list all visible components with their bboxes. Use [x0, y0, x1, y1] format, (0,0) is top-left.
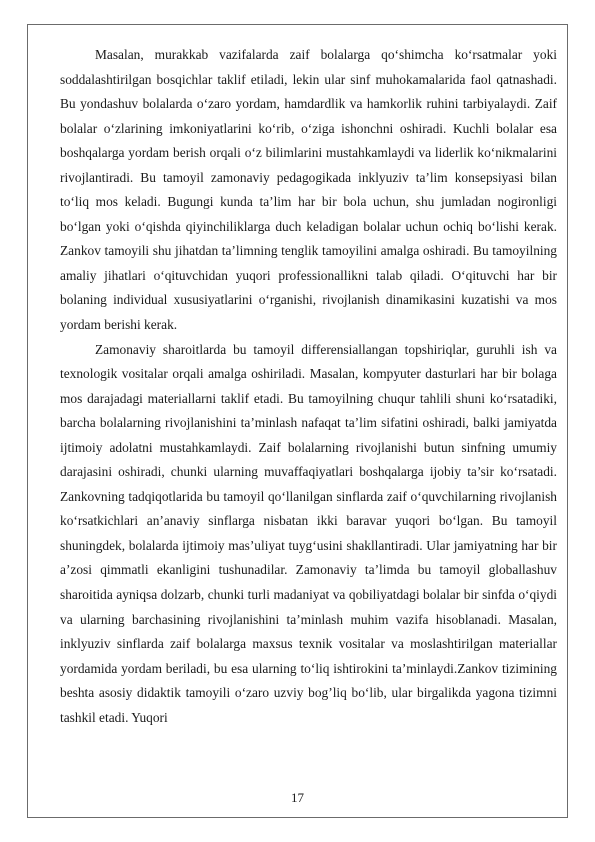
paragraph: Masalan, murakkab vazifalarda zaif bolalarga qo‘shimcha ko‘rsatmalar yoki soddalashtirilgan bosqichlar taklif etiladi, lekin ular sinf muhokamalarida faol qatnashadi. Bu yondashuv bolalarda o‘zaro yordam, hamdardlik va hamkorlik ruhini tarbiyalaydi. Zaif bolalar o‘zlarining imkoniyatlarini ko‘rib, o‘ziga ishonchni oshiradi. Kuchli bolalar esa boshqalarga yordam berish orqali o‘z bilimlarini mustahkamlaydi va liderlik ko‘nikmalarini rivojlantiradi. Bu tamoyil zamonaviy pedagogikada inklyuziv ta’lim konsepsiyasi bilan to‘liq mos keladi. Bugungi kunda ta’lim har bir bola uchun, shu jumladan nogironligi bo‘lgan yoki o‘qishda qiyinchiliklarga duch keladigan bolalar uchun ochiq bo‘lishi kerak. Zankov tamoyili shu jihatdan ta’limning tenglik tamoyilini amalga oshiradi. Bu tamoyilning amaliy jihatlari o‘qituvchidan yuqori professionallikni talab qiladi. O‘qituvchi har bir bolaning individual xususiyatlarini o‘rganishi, rivojlanish dinamikasini kuzatishi va mos yordam berishi kerak.: [60, 47, 557, 333]
body-text: [60, 43, 557, 730]
page-number: 17: [291, 790, 304, 805]
paragraph: Zamonaviy sharoitlarda bu tamoyil differensiallangan topshiriqlar, guruhli ish va texnologik vositalar orqali amalga oshiriladi. Masalan, kompyuter dasturlari har bir bolaga mos darajadagi materiallarni taklif etadi. Bu tamoyilning chuqur tahlili shuni ko‘rsatadiki, barcha bolalarning rivojlanishini ta’minlash nafaqat ta’lim sifatini oshiradi, balki jamiyatda ijtimoiy adolatni mustahkamlaydi. Zaif bolalarning rivojlanishi butun sinfning umumiy darajasini oshiradi, chunki ularning muvaffaqiyatlari boshqalarga ijobiy ta’sir ko‘rsatadi. Zankovning tadqiqotlarida bu tamoyil qo‘llanilgan sinflarda zaif o‘quvchilarning rivojlanish ko‘rsatkichlari an’anaviy sinflarga nisbatan ikki baravar yuqori bo‘lgan. Bu tamoyil shuningdek, bolalarda ijtimoiy mas’uliyat tuyg‘usini shakllantiradi. Ular jamiyatning har bir a’zosi qimmatli ekanligini tushunadilar. Zamonaviy ta’limda bu tamoyil globallashuv sharoitida ayniqsa dolzarb, chunki turli madaniyat va qobiliyatdagi bolalar bir sinfda o‘qiydi va ularning barchasining rivojlanishini ta’minlash muhim vazifa hisoblanadi. Masalan, inklyuziv sinflarda zaif bolalarga maxsus texnik vositalar va moslashtirilgan materiallar yordamida yordam beriladi, bu esa ularning to‘liq ishtirokini ta’minlaydi.Zankov tizimining beshta asosiy didaktik tamoyili o‘zaro uzviy bog’liq bo‘lib, ular birgalikda yagona tizimni tashkil etadi. Yuqori: [60, 341, 557, 725]
